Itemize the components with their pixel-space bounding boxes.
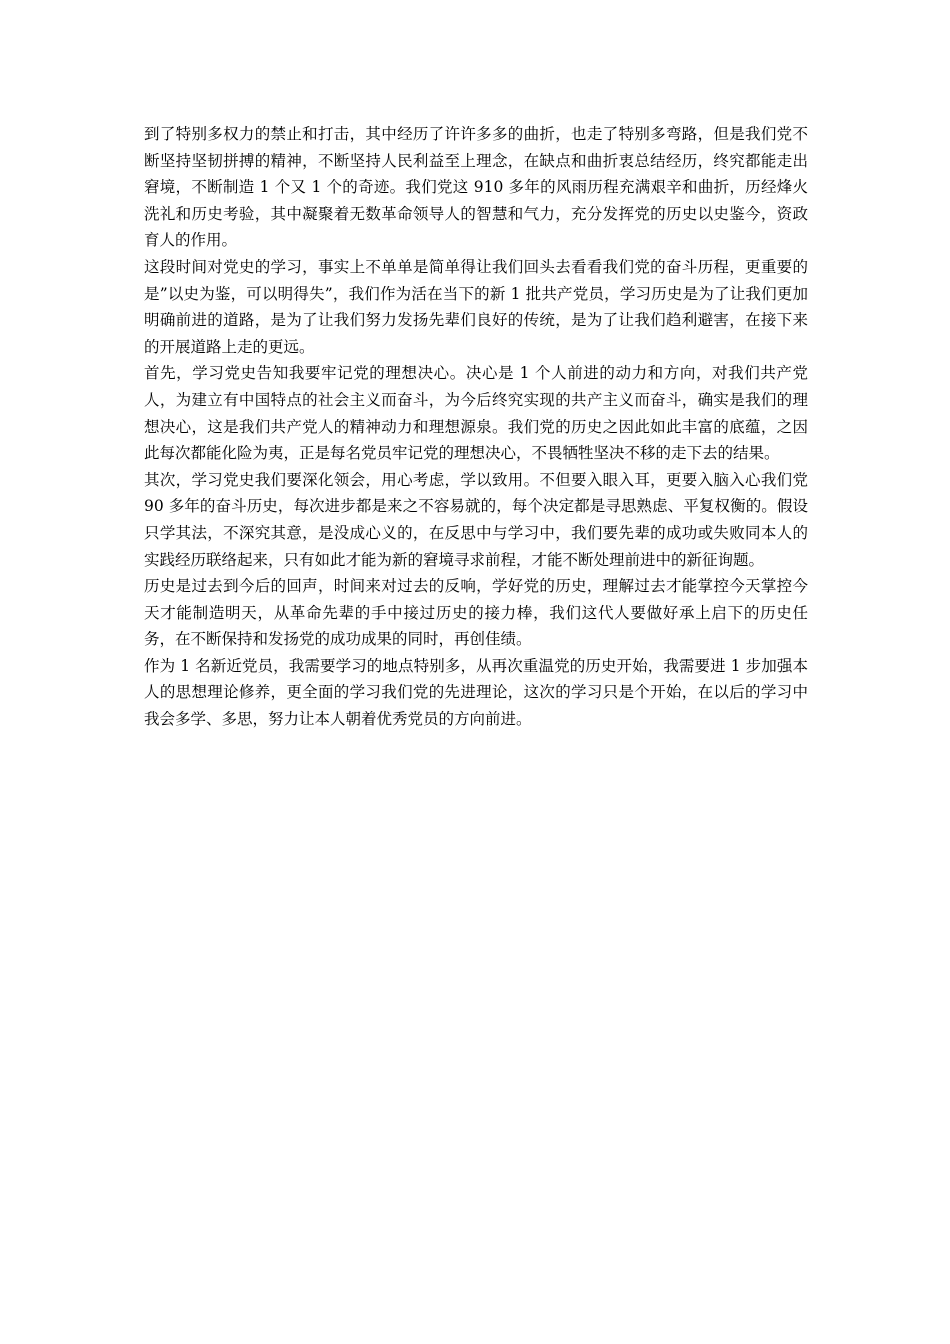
- paragraph-5: 历史是过去到今后的回声，时间来对过去的反响，学好党的历史，理解过去才能掌控今天掌控今天才能制造明天，从革命先辈的手中接过历史的接力棒，我们这代人要做好承上启下的历史任务，在不断保持和发扬党的成功成果的同时，再创佳绩。: [144, 577, 808, 649]
- paragraph-4: 其次，学习党史我们要深化领会，用心考虑，学以致用。不但要入眼入耳，更要入脑入心我们党 90 多年的奋斗历史，每次进步都是来之不容易就的，每个决定都是寻思熟虑、平复权衡的。假设只学其法，不深究其意，是没成心义的，在反思中与学习中，我们要先辈的成功或失败同本人的实践经历联络起来，只有如此才能为新的窘境寻求前程，才能不断处理前进中的新征询题。: [144, 470, 808, 569]
- paragraph-2: 这段时间对党史的学习，事实上不单单是简单得让我们回头去看看我们党的奋斗历程，更重要的是”以史为鉴，可以明得失”，我们作为活在当下的新 1 批共产党员，学习历史是为了让我们更加明确前进的道路，是为了让我们努力发扬先辈们良好的传统，是为了让我们趋利避害，在接下来的开展道路上走的更远。: [144, 257, 808, 356]
- paragraph-1: 到了特别多权力的禁止和打击，其中经历了许许多多的曲折，也走了特别多弯路，但是我们党不断坚持坚韧拼搏的精神，不断坚持人民利益至上理念，在缺点和曲折衷总结经历，终究都能走出窘境，不断制造 1 个又 1 个的奇迹。我们党这 910 多年的风雨历程充满艰辛和曲折，历经烽火洗礼和历史考验，其中凝聚着无数革命领导人的智慧和气力，充分发挥党的历史以史鉴今，资政育人的作用。: [144, 125, 808, 250]
- paragraph-6: 作为 1 名新近党员，我需要学习的地点特别多，从再次重温党的历史开始，我需要进 1 步加强本人的思想理论修养，更全面的学习我们党的先进理论，这次的学习只是个开始，在以后的学习中我会多学、多思，努力让本人朝着优秀党员的方向前进。: [144, 656, 808, 729]
- paragraph-3: 首先，学习党史告知我要牢记党的理想决心。决心是 1 个人前进的动力和方向，对我们共产党人，为建立有中国特点的社会主义而奋斗，为今后终究实现的共产主义而奋斗，确实是我们的理想决心，这是我们共产党人的精神动力和理想源泉。我们党的历史之因此如此丰富的底蕴，之因此每次都能化险为夷，正是每名党员牢记党的理想决心，不畏牺牲坚决不移的走下去的结果。: [144, 364, 808, 463]
- document-body: [144, 121, 808, 733]
